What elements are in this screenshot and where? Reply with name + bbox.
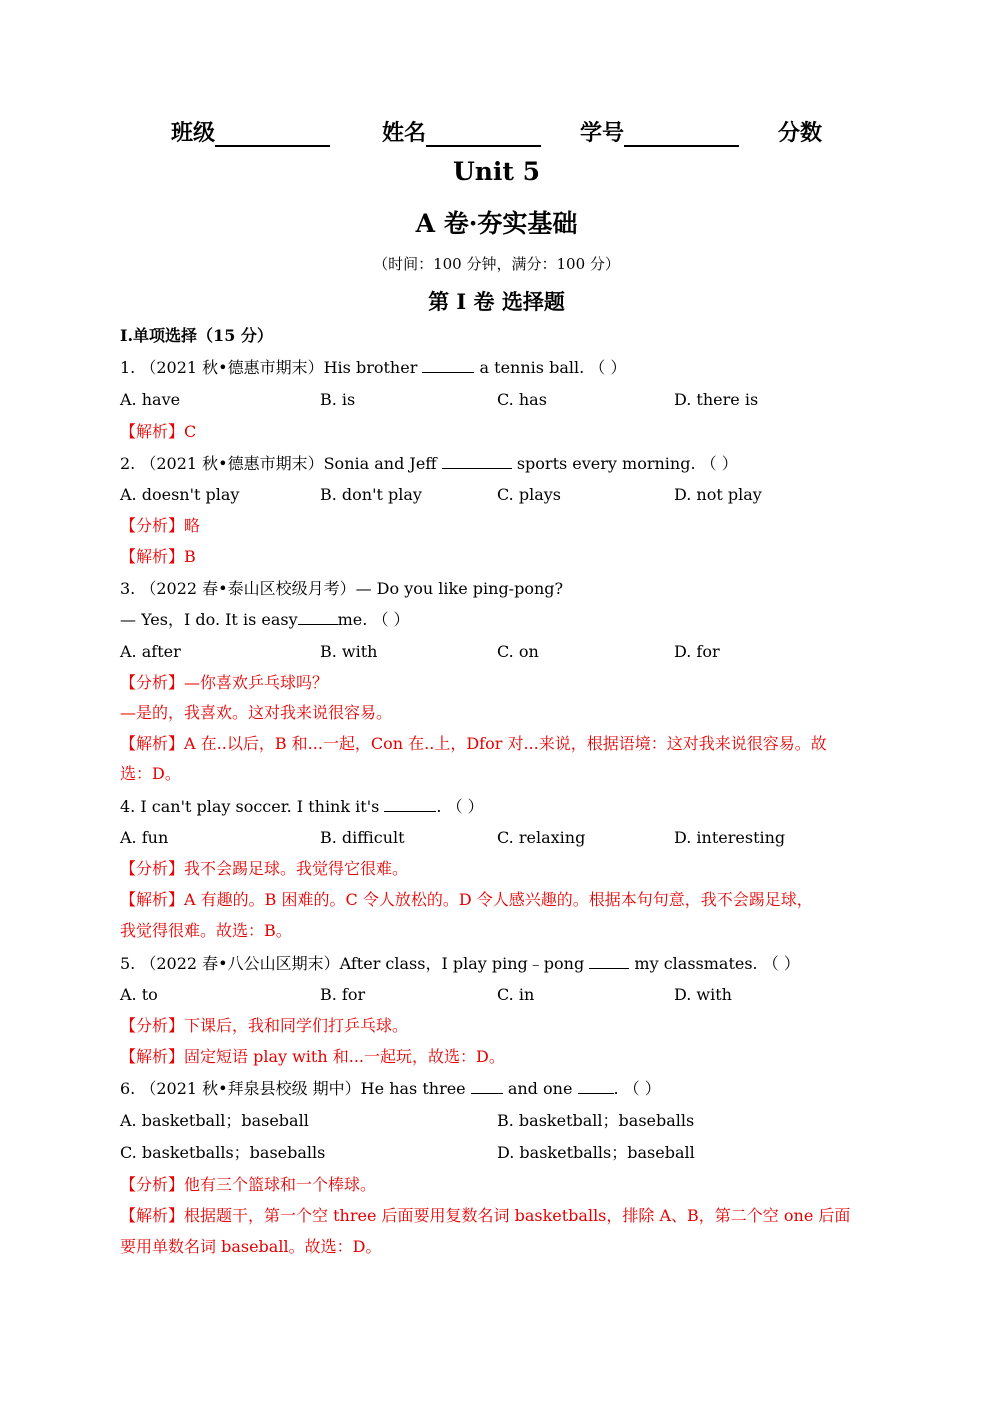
- question-6-option-a[interactable]: A. basketball；baseball: [120, 1111, 309, 1130]
- question-4-option-b[interactable]: B. difficult: [320, 828, 405, 847]
- question-3-fenxi-1: 【分析】—你喜欢乒乓球吗？: [120, 673, 329, 692]
- question-3-stem-line-2: [120, 608, 410, 632]
- question-4-text-b: . （ ）: [436, 797, 484, 816]
- class-label: 班级: [171, 120, 216, 146]
- question-3-option-a[interactable]: A. after: [120, 642, 181, 661]
- question-2-jiexi: 【解析】B: [120, 547, 196, 566]
- question-5-option-b[interactable]: B. for: [320, 985, 366, 1004]
- question-3-jiexi-1: 【解析】A 在..以后，B 和...一起，Con 在..上，Dfor 对...来说，根据语境：这对我来说很容易。故: [120, 734, 827, 753]
- score-label: 分数: [778, 120, 823, 146]
- question-2-option-d[interactable]: D. not play: [674, 485, 762, 504]
- question-3-stem: 3. （2022 春•泰山区校级月考）— Do you like ping-pong?: [120, 579, 564, 598]
- question-2-fenxi: 【分析】略: [120, 516, 201, 535]
- question-3-option-c[interactable]: C. on: [497, 642, 539, 661]
- class-blank[interactable]: [215, 119, 330, 147]
- question-5-jiexi: 【解析】固定短语 play with 和...一起玩，故选：D。: [120, 1047, 505, 1066]
- question-5-fenxi: 【分析】下课后，我和同学们打乒乓球。: [120, 1016, 409, 1035]
- score-field: [778, 116, 822, 147]
- question-5-option-c[interactable]: C. in: [497, 985, 535, 1004]
- question-4-jiexi-1: 【解析】A 有趣的。B 困难的。C 令人放松的。D 令人感兴趣的。根据本句句意，我不会踢足球，: [120, 890, 813, 909]
- question-6-option-c[interactable]: C. basketballs；baseballs: [120, 1143, 326, 1162]
- question-2-stem: [120, 452, 738, 476]
- question-2-text-a: 2. （2021 秋•德惠市期末）Sonia and Jeff: [120, 454, 442, 473]
- question-6-fenxi: 【分析】他有三个篮球和一个棒球。: [120, 1175, 377, 1194]
- question-6-jiexi-1: 【解析】根据题干，第一个空 three 后面要用复数名词 basketballs，排除 A、B，第二个空 one 后面: [120, 1206, 851, 1225]
- student-info-row: [0, 116, 993, 152]
- question-6-jiexi-2: 要用单数名词 baseball。故选：D。: [120, 1237, 382, 1256]
- question-5-text-a: 5. （2022 春•八公山区期末）After class，I play ping﹣pong: [120, 954, 590, 973]
- question-3-text-b: me. （ ）: [337, 610, 410, 629]
- unit-title: Unit 5: [452, 157, 541, 186]
- question-4-stem: [120, 795, 484, 819]
- student-id-field: [580, 116, 739, 147]
- question-5-stem: [120, 952, 800, 976]
- question-2-blank[interactable]: [442, 452, 512, 469]
- question-3-jiexi-2: 选：D。: [120, 764, 181, 783]
- question-6-blank-2[interactable]: [578, 1077, 614, 1094]
- question-4-option-a[interactable]: A. fun: [120, 828, 169, 847]
- question-6-stem: [120, 1077, 661, 1101]
- question-1-text-b: a tennis ball. （ ）: [474, 358, 627, 377]
- question-3-blank[interactable]: [298, 608, 338, 625]
- question-6-option-b[interactable]: B. basketball；baseballs: [497, 1111, 695, 1130]
- question-5-option-d[interactable]: D. with: [674, 985, 732, 1004]
- question-1-stem: [120, 356, 626, 380]
- name-label: 姓名: [382, 120, 427, 146]
- question-1-blank[interactable]: [422, 356, 474, 373]
- question-6-text-mid: and one: [502, 1079, 578, 1098]
- question-2-option-b[interactable]: B. don't play: [320, 485, 422, 504]
- question-1-option-b[interactable]: B. is: [320, 390, 356, 409]
- question-6-blank-1[interactable]: [471, 1077, 503, 1094]
- question-4-blank[interactable]: [384, 795, 436, 812]
- question-3-fenxi-2: —是的，我喜欢。这对我来说很容易。: [120, 703, 393, 722]
- question-1-option-c[interactable]: C. has: [497, 390, 547, 409]
- part-title: I.单项选择（15 分）: [120, 326, 273, 345]
- question-4-fenxi: 【分析】我不会踢足球。我觉得它很难。: [120, 859, 409, 878]
- question-4-jiexi-2: 我觉得很难。故选：B。: [120, 921, 292, 940]
- question-2-option-a[interactable]: A. doesn't play: [120, 485, 240, 504]
- question-5-option-a[interactable]: A. to: [120, 985, 158, 1004]
- question-4-option-d[interactable]: D. interesting: [674, 828, 786, 847]
- question-6-text-a: 6. （2021 秋•拜泉县校级 期中）He has three: [120, 1079, 471, 1098]
- student-id-blank[interactable]: [624, 119, 739, 147]
- question-1-option-a[interactable]: A. have: [120, 390, 181, 409]
- question-5-blank[interactable]: [589, 952, 629, 969]
- question-6-text-b: . （ ）: [613, 1079, 661, 1098]
- question-4-text-a: 4. I can't play soccer. I think it's: [120, 797, 385, 816]
- question-2-text-b: sports every morning. （ ）: [511, 454, 738, 473]
- question-6-option-d[interactable]: D. basketballs；baseball: [497, 1143, 695, 1162]
- name-blank[interactable]: [426, 119, 541, 147]
- section-title: 第 I 卷 选择题: [428, 289, 565, 314]
- paper-title: A 卷·夯实基础: [415, 209, 578, 238]
- class-field: [171, 116, 330, 147]
- question-3-option-b[interactable]: B. with: [320, 642, 378, 661]
- question-1-text-a: 1. （2021 秋•德惠市期末）His brother: [120, 358, 423, 377]
- question-5-text-b: my classmates. （ ）: [629, 954, 800, 973]
- question-3-option-d[interactable]: D. for: [674, 642, 720, 661]
- question-1-jiexi: 【解析】C: [120, 422, 197, 441]
- question-2-option-c[interactable]: C. plays: [497, 485, 561, 504]
- student-id-label: 学号: [580, 120, 625, 146]
- time-info: （时间：100 分钟，满分：100 分）: [373, 255, 620, 273]
- question-1-option-d[interactable]: D. there is: [674, 390, 759, 409]
- question-3-text-a: — Yes，I do. It is easy: [120, 610, 298, 629]
- name-field: [382, 116, 541, 147]
- question-4-option-c[interactable]: C. relaxing: [497, 828, 586, 847]
